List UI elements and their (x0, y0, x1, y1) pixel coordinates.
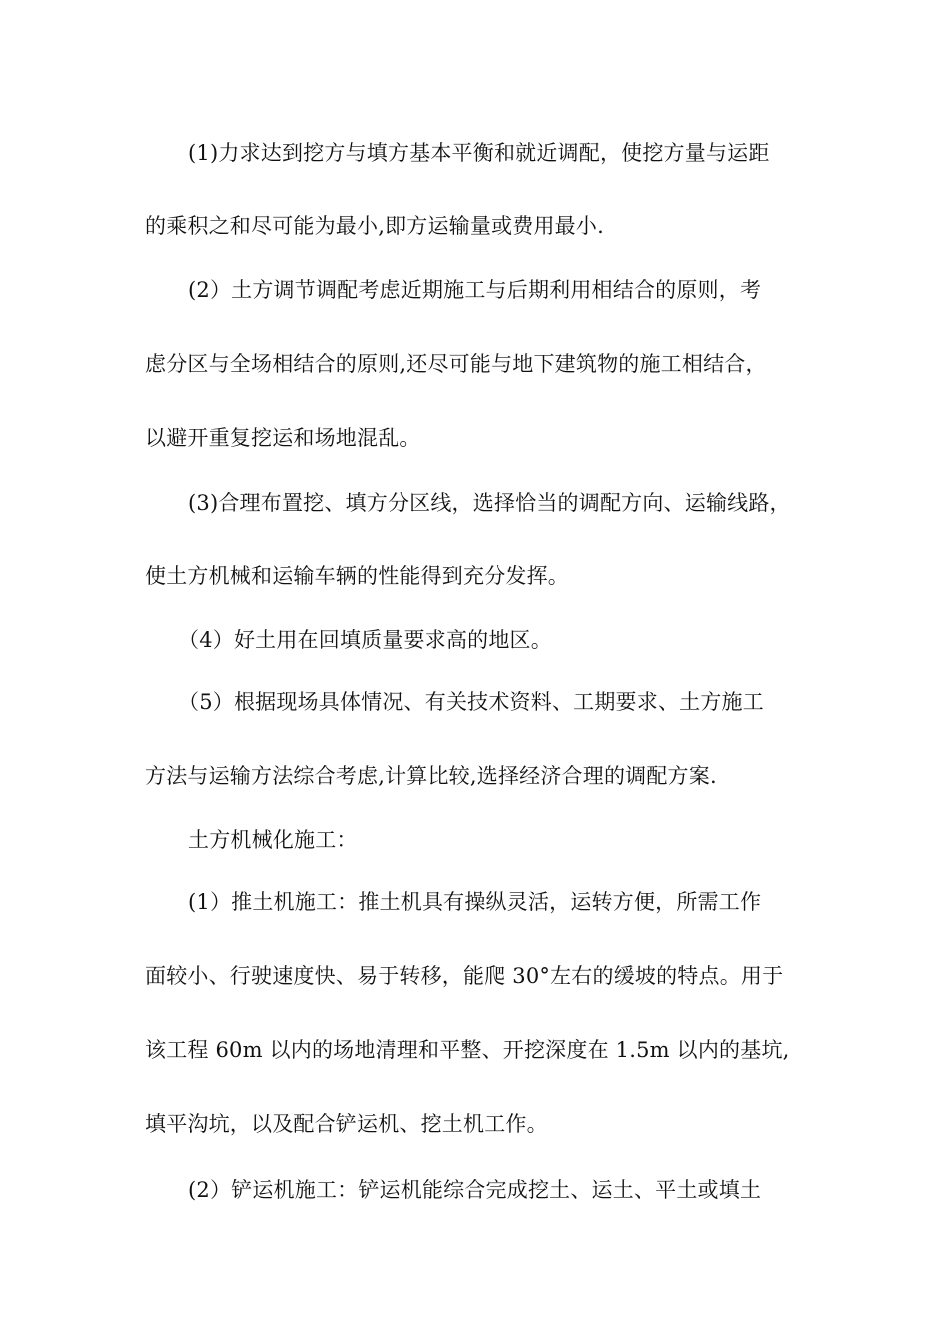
text-line-1: (1)力求达到挖方与填方基本平衡和就近调配，使挖方量与运距 (188, 141, 770, 165)
text-line-6: (3)合理布置挖、填方分区线，选择恰当的调配方向、运输线路， (188, 491, 791, 515)
text-line-2: 的乘积之和尽可能为最小,即方运输量或费用最小. (145, 214, 604, 238)
text-line-9: （5）根据现场具体情况、有关技术资料、工期要求、土方施工 (178, 690, 764, 714)
text-line-10: 方法与运输方法综合考虑,计算比较,选择经济合理的调配方案. (145, 764, 717, 788)
text-line-15: 填平沟坑，以及配合铲运机、挖土机工作。 (145, 1112, 548, 1136)
text-line-8: （4）好土用在回填质量要求高的地区。 (178, 628, 552, 652)
text-line-16: (2）铲运机施工：铲运机能综合完成挖土、运土、平土或填土 (188, 1178, 762, 1202)
text-line-5: 以避开重复挖运和场地混乱。 (145, 426, 421, 450)
text-line-13: 面较小、行驶速度快、易于转移，能爬 30°左右的缓坡的特点。用于 (145, 964, 784, 988)
text-line-11: 土方机械化施工： (188, 828, 358, 852)
text-line-7: 使土方机械和运输车辆的性能得到充分发挥。 (145, 564, 569, 588)
text-line-14: 该工程 60m 以内的场地清理和平整、开挖深度在 1.5m 以内的基坑, (145, 1038, 790, 1062)
text-line-3: (2）土方调节调配考虑近期施工与后期利用相结合的原则，考 (188, 278, 762, 302)
text-line-4: 虑分区与全场相结合的原则,还尽可能与地下建筑物的施工相结合， (145, 352, 767, 376)
text-line-12: (1）推土机施工：推土机具有操纵灵活，运转方便，所需工作 (188, 890, 762, 914)
